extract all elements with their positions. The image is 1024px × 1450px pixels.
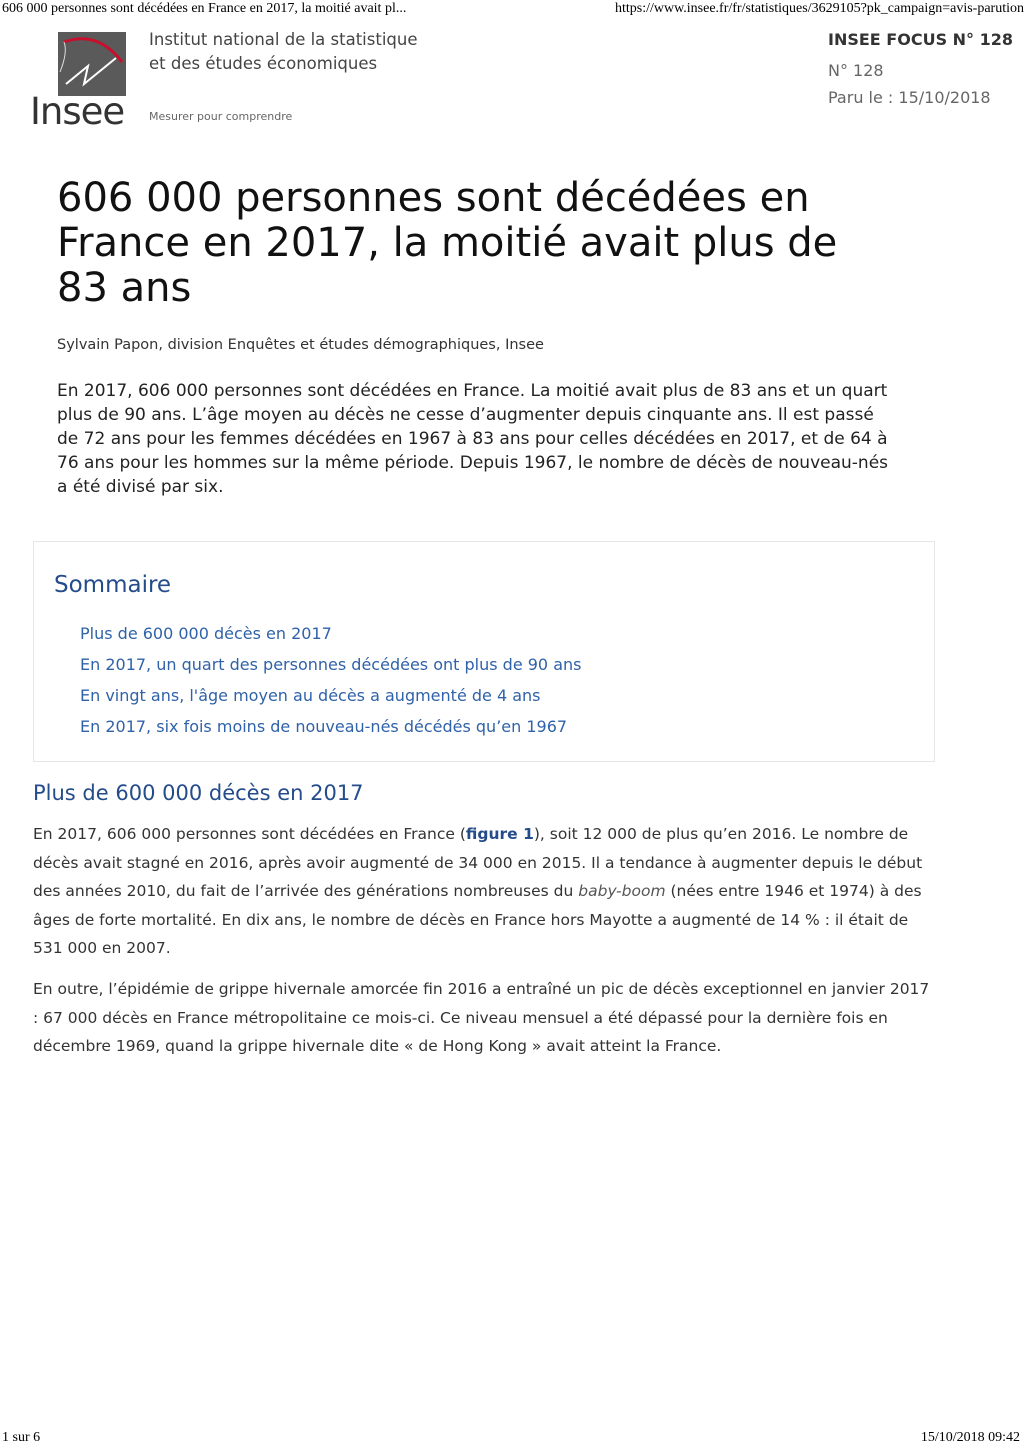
print-footer xyxy=(0,1428,1024,1450)
publication-date: Paru le : 15/10/2018 xyxy=(828,88,991,107)
table-of-contents xyxy=(33,541,935,762)
toc-link-nouveau-nes[interactable]: En 2017, six fois moins de nouveau-nés décédés qu’en 1967 xyxy=(80,717,568,736)
paragraph-text: ), soit 12 000 de plus qu’en 2016. Le nombre de décès avait stagné en 2016, après avoir augmenté de 34 000 en 2015. Il a tendance à augmenter depuis le début des années 2010, du fait de l’arrivée des générations nombreuses du xyxy=(33,825,923,900)
institute-name xyxy=(149,28,418,76)
paragraph-emphasis: baby-boom xyxy=(578,882,666,900)
article-author: Sylvain Papon, division Enquêtes et études démographiques, Insee xyxy=(57,337,544,353)
publication-number: N° 128 xyxy=(828,61,884,80)
article-lead: En 2017, 606 000 personnes sont décédées en France. La moitié avait plus de 83 ans et un quart plus de 90 ans. L’âge moyen au décès ne cesse d’augmenter depuis cinquante ans. Il est passé de 72 ans pour les femmes décédées en 1967 à 83 ans pour celles décédées en 2017, et de 64 à 76 ans pour les hommes sur la même période. Depuis 1967, le nombre de décès de nouveau-nés a été divisé par six. xyxy=(57,381,889,497)
insee-wordmark: Insee xyxy=(30,90,125,133)
paragraph-text: En 2017, 606 000 personnes sont décédées en France ( xyxy=(33,825,466,843)
publication-meta xyxy=(828,30,1013,107)
paragraph-text: (nées entre 1946 et 1974) à des âges de forte mortalité. En dix ans, le nombre de décès en France hors Mayotte a augmenté de 14 % : il était de 531 000 en 2007. xyxy=(33,882,922,957)
print-header-url: https://www.insee.fr/fr/statistiques/3629105?pk_campaign=avis-parution xyxy=(614,1,1024,16)
institute-line-2: et des études économiques xyxy=(149,54,378,73)
page-counter: 1 sur 6 xyxy=(2,1430,41,1445)
article-title: 606 000 personnes sont décédées en France en 2017, la moitié avait plus de 83 ans xyxy=(57,175,838,311)
toc-heading: Sommaire xyxy=(54,572,172,598)
print-header xyxy=(0,0,1024,20)
toc-list xyxy=(80,618,581,742)
toc-link-quart-90-ans[interactable]: En 2017, un quart des personnes décédées ont plus de 90 ans xyxy=(80,655,582,674)
publication-series: INSEE FOCUS N° 128 xyxy=(828,30,1014,49)
print-datetime: 15/10/2018 09:42 xyxy=(920,1430,1020,1445)
insee-logo[interactable] xyxy=(30,32,130,133)
institute-line-1: Institut national de la statistique xyxy=(149,30,418,49)
figure-1-link[interactable]: figure 1 xyxy=(465,825,534,843)
toc-link-age-moyen[interactable]: En vingt ans, l'âge moyen au décès a augmenté de 4 ans xyxy=(80,686,541,705)
institute-motto: Mesurer pour comprendre xyxy=(149,110,293,123)
section-heading: Plus de 600 000 décès en 2017 xyxy=(33,781,364,805)
insee-logo-icon xyxy=(58,32,126,96)
toc-link-deces-2017[interactable]: Plus de 600 000 décès en 2017 xyxy=(80,624,332,643)
print-header-title: 606 000 personnes sont décédées en France en 2017, la moitié avait pl... xyxy=(2,1,407,16)
section-paragraph-1 xyxy=(33,820,938,963)
section-paragraph-2: En outre, l’épidémie de grippe hivernale amorcée fin 2016 a entraîné un pic de décès exceptionnel en janvier 2017 : 67 000 décès en France métropolitaine ce mois-ci. Ce niveau mensuel a été dépassé pour la dernière fois en décembre 1969, quand la grippe hivernale dite « de Hong Kong » avait atteint la France. xyxy=(33,980,930,1055)
